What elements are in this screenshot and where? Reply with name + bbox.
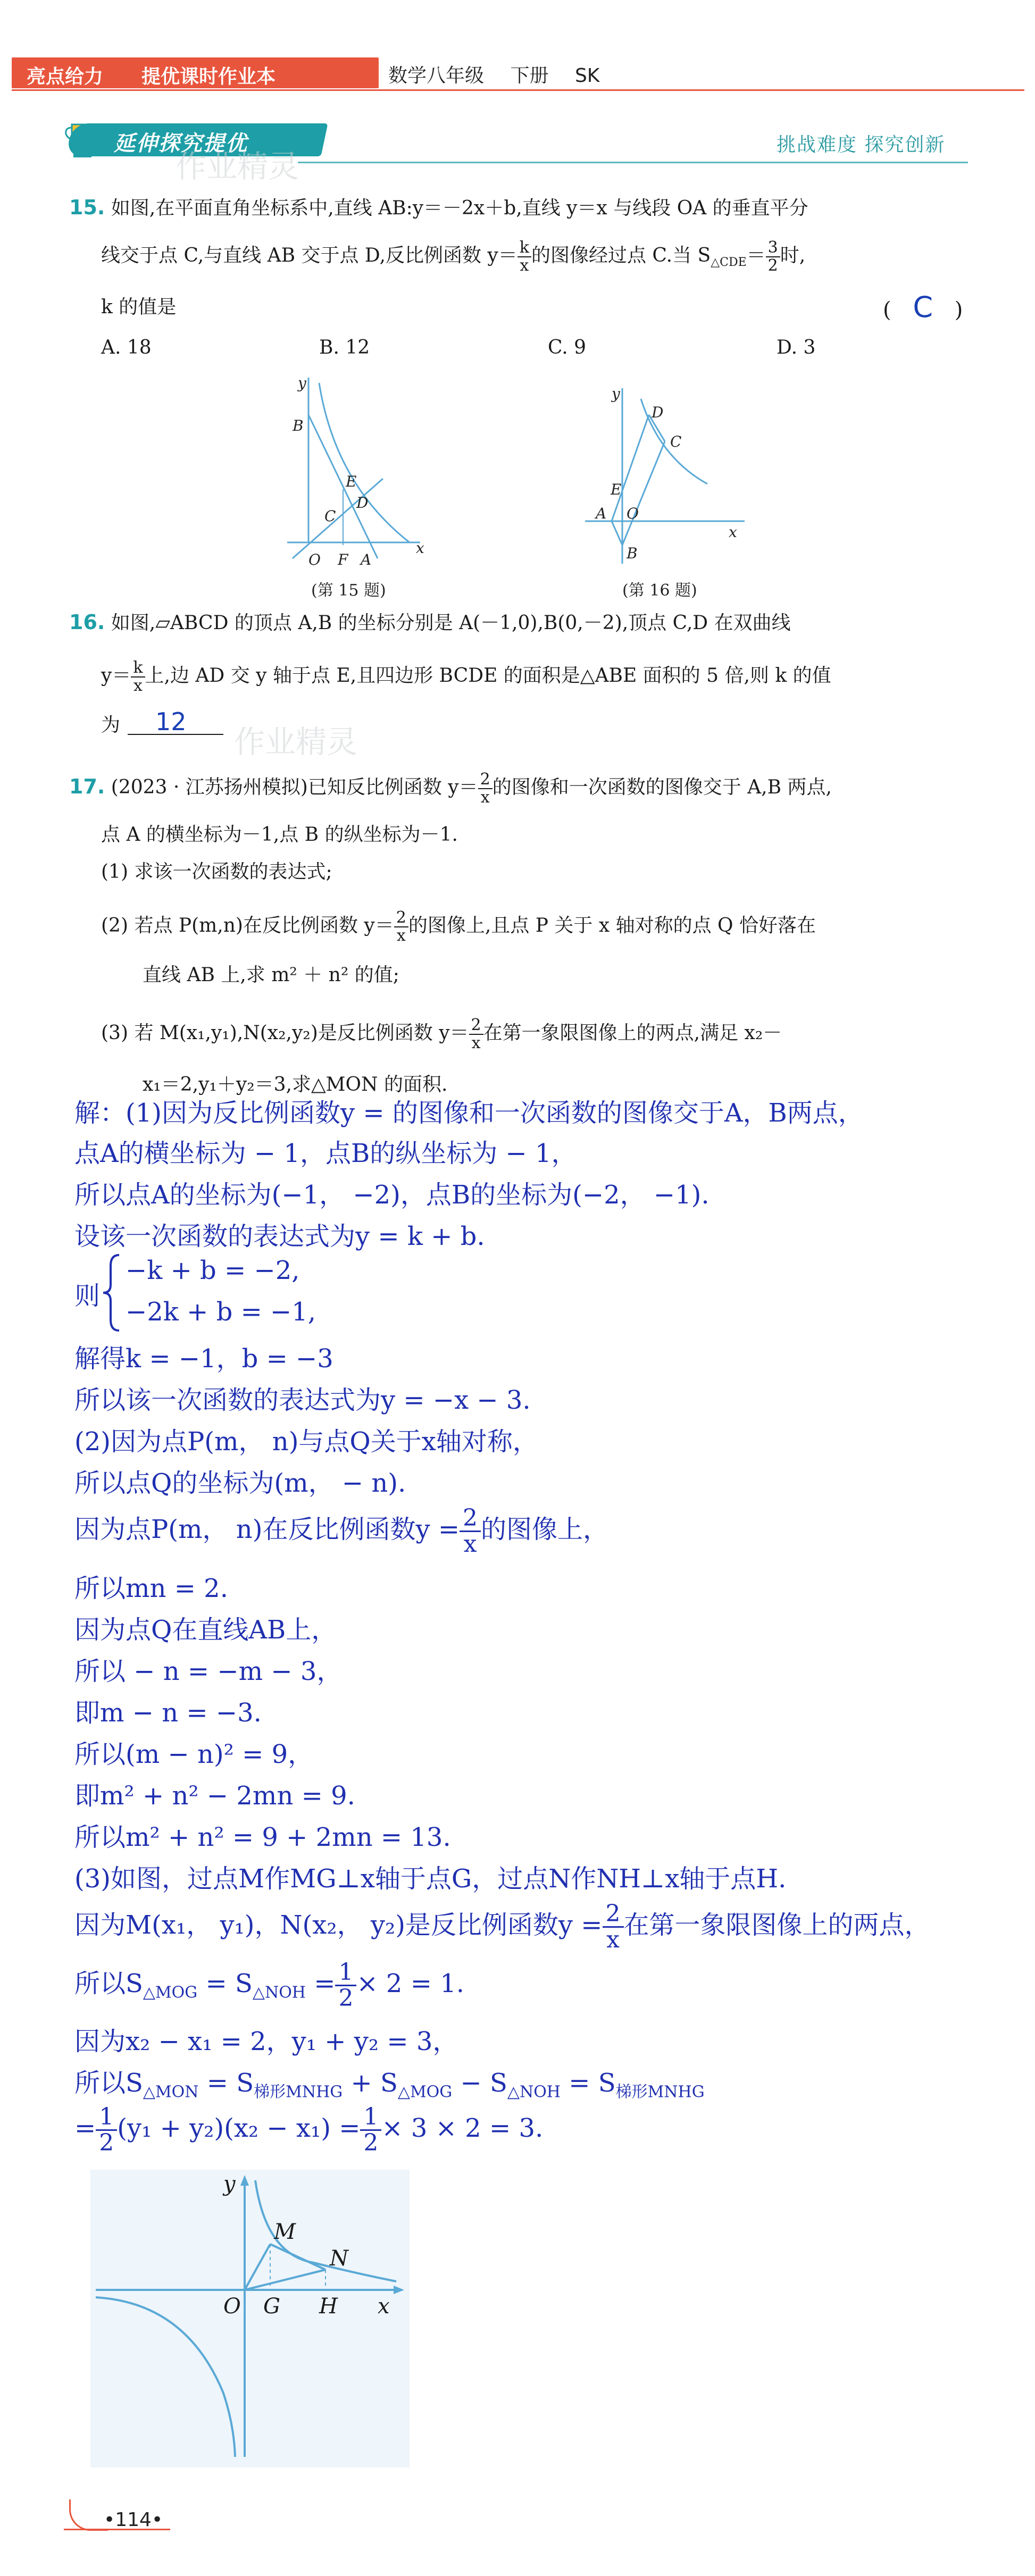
solution-line-12: 因为点Q在直线AB上， (74, 1615, 337, 1645)
fig15-label-d: D (356, 494, 369, 512)
q15-line3: k 的值是 (101, 296, 177, 318)
figure-16 (580, 378, 750, 574)
fig16-label-d: D (652, 404, 664, 421)
header-series: 提优课时作业本 (141, 66, 276, 88)
q16-line1: 16. 如图,▱ABCD 的顶点 A,B 的坐标分别是 A(－1,0),B(0,－2),顶点 C,D 在双曲线 (69, 610, 791, 634)
solution-line-7: 所以该一次函数的表达式为y = −x − 3. (74, 1385, 531, 1415)
fig15-label-o: O (308, 551, 321, 568)
q15-option-c: C. 9 (548, 337, 587, 358)
q15-option-b: B. 12 (319, 337, 370, 358)
brace-icon (101, 1253, 122, 1333)
fig16-label-o: O (627, 505, 639, 522)
header-subject-info (388, 61, 620, 88)
q17-line2: 点 A 的横坐标为－1,点 B 的纵坐标为－1. (101, 824, 458, 846)
section-title: 延伸探究提优 (114, 131, 248, 156)
solution-line-15: 所以(m − n)² = 9， (74, 1739, 314, 1769)
q15-line1: 15. 如图,在平面直角坐标系中,直线 AB:y＝－2x＋b,直线 y＝x 与线段 OA 的垂直平分 (69, 196, 808, 219)
q17-part2-line2: 直线 AB 上,求 m² ＋ n² 的值; (143, 964, 399, 986)
q17-part2-line1: (2) 若点 P(m,n)在反比例函数 y＝ $\frac{2}{x}$ 的图像上,且点 P 关于 x 轴对称的点 Q 恰好落在 (101, 908, 816, 945)
fig17-label-h: H (319, 2294, 338, 2319)
solution-line-3: 所以点A的坐标为(−1， −2)，点B的坐标为(−2， −1). (74, 1180, 710, 1210)
solution-line-8: (2)因为点P(m， n)与点Q关于x轴对称， (74, 1427, 538, 1457)
fig15-caption: (第 15 题) (311, 581, 386, 600)
watermark: 作业精灵 (234, 724, 358, 760)
q16-line3: 为 (101, 714, 121, 736)
fraction-k-over-x: $\frac{k}{x}$ (518, 239, 531, 274)
solution-line-20: 所以$S_{\triangle MOG} = S_{\triangle NOH}$ = $\frac{1}{2}$ × 2 = 1. (74, 1959, 464, 2012)
fraction-1-over-2: $\frac{1}{2}$ (335, 1960, 356, 2011)
q16-answer: 12 (155, 707, 187, 736)
q15-answer-box: ( C ) (883, 290, 963, 324)
q17-part3-line2: x₁＝2,y₁＋y₂＝3,求△MON 的面积. (143, 1074, 448, 1095)
solution-line-22: 所以$S_{\triangle MON} = S_{梯形MNHG} + S_{\triangle MOG} - S_{\triangle NOH} = S_{梯形MNHG}$ (74, 2068, 705, 2102)
header-edition: SK (574, 65, 600, 87)
figure-15 (277, 367, 436, 580)
fraction-2-over-x: $\frac{2}{x}$ (394, 909, 408, 944)
fig17-label-g: G (263, 2294, 280, 2319)
solution-line-17: 所以m² + n² = 9 + 2mn = 13. (74, 1822, 451, 1852)
q15-option-a: A. 18 (101, 337, 152, 358)
solution-line-23: = $\frac{1}{2}$ (y₁ + y₂)(x₂ − x₁) = $\frac{1}{2}$ × 3 × 2 = 3. (74, 2103, 544, 2156)
fraction-2-over-x: $\frac{2}{x}$ (478, 771, 493, 806)
solution-line-11: 所以mn = 2. (74, 1574, 228, 1603)
fraction-1-over-2: $\frac{1}{2}$ (96, 2105, 117, 2155)
fig16-label-a: A (596, 505, 607, 522)
solution-line-14: 即m − n = −3. (74, 1698, 262, 1728)
fig15-label-f: F (338, 551, 348, 568)
fig16-label-x: x (729, 523, 737, 541)
solution-line-1: 解：(1)因为反比例函数y = 的图像和一次函数的图像交于A，B两点， (74, 1098, 864, 1128)
fraction-k-over-x: $\frac{k}{x}$ (131, 659, 145, 695)
watermark: 作业精灵 (176, 148, 299, 185)
fig16-label-e: E (611, 481, 622, 498)
solution-line-5-prefix: 则 (74, 1281, 101, 1311)
q17-part3-line1: (3) 若 M(x₁,y₁),N(x₂,y₂)是反比例函数 y＝ $\frac{2}{x}$ 在第一象限图像上的两点,满足 x₂－ (101, 1016, 782, 1052)
solution-line-18: (3)如图，过点M作MG⊥x轴于点G，过点N作NH⊥x轴于点H. (74, 1864, 787, 1894)
solution-line-4: 设该一次函数的表达式为y = k + b. (74, 1222, 485, 1251)
section-underline (298, 162, 968, 163)
solution-line-6: 解得k = −1，b = −3 (74, 1344, 333, 1374)
fig17-label-o: O (223, 2294, 241, 2319)
fig15-label-y: y (298, 374, 306, 392)
solution-system-eq1: −k + b = −2, (126, 1256, 300, 1285)
solution-system-eq2: −2k + b = −1, (126, 1297, 316, 1327)
fig15-label-e: E (346, 473, 357, 490)
q17-number: 17. (69, 775, 105, 798)
fraction-3-over-2: $\frac{3}{2}$ (766, 239, 780, 274)
fraction-1-over-2: $\frac{1}{2}$ (360, 2105, 381, 2155)
footer-ornament (69, 2499, 108, 2531)
fig15-label-b: B (293, 417, 304, 434)
fraction-2-over-x: $\frac{2}{x}$ (603, 1902, 624, 1952)
section-tagline: 挑战难度 探究创新 (777, 134, 946, 156)
header-subject: 数学八年级 (388, 65, 485, 87)
fig17-label-y: y (223, 2172, 236, 2196)
fig16-caption: (第 16 题) (622, 581, 697, 600)
page-number: •114• (104, 2509, 163, 2531)
fig16-label-b: B (627, 545, 638, 562)
header-brand: 亮点给力 (27, 66, 104, 88)
header-brand-bar (12, 57, 379, 88)
q17-part1: (1) 求该一次函数的表达式; (101, 861, 332, 883)
fraction-2-over-x: $\frac{2}{x}$ (460, 1506, 481, 1557)
q15-option-d: D. 3 (777, 337, 816, 358)
fig17-label-n: N (330, 2246, 348, 2271)
fig15-label-x: x (416, 539, 424, 557)
fig16-label-y: y (612, 385, 620, 403)
fig17-label-x: x (378, 2294, 390, 2319)
q17-line1: 17. (2023 · 江苏扬州模拟)已知反比例函数 y＝ $\frac{2}{x}$ 的图像和一次函数的图像交于 A,B 两点, (69, 770, 832, 807)
fig15-label-c: C (324, 507, 336, 525)
header-divider (12, 89, 1024, 91)
q15-answer: C (913, 290, 933, 324)
solution-line-9: 所以点Q的坐标为(m， − n). (74, 1468, 406, 1498)
solution-line-10: 因为点P(m， n)在反比例函数y = $\frac{2}{x}$ 的图像上， (74, 1504, 609, 1558)
solution-line-16: 即m² + n² − 2mn = 9. (74, 1781, 355, 1811)
solution-line-21: 因为x₂ − x₁ = 2，y₁ + y₂ = 3， (74, 2027, 458, 2056)
fig16-label-c: C (670, 433, 682, 450)
header-volume: 下册 (510, 65, 549, 87)
solution-line-19: 因为M(x₁， y₁)，N(x₂， y₂)是反比例函数y = $\frac{2}{x}$ 在第一象限图像上的两点， (74, 1900, 930, 1953)
fraction-2-over-x: $\frac{2}{x}$ (469, 1017, 483, 1052)
q16-line2: y＝ $\frac{k}{x}$ 上,边 AD 交 y 轴于点 E,且四边形 BCDE 的面积是△ABE 面积的 5 倍,则 k 的值 (101, 658, 831, 695)
solution-line-2: 点A的横坐标为 − 1，点B的纵坐标为 − 1， (74, 1139, 577, 1168)
figure-17 (90, 2170, 410, 2468)
solution-line-13: 所以 − n = −m − 3， (74, 1657, 343, 1686)
fig15-label-a: A (361, 551, 372, 568)
q15-number: 15. (69, 196, 105, 219)
q16-number: 16. (69, 610, 105, 634)
q15-line2: 线交于点 C,与直线 AB 交于点 D,反比例函数 y＝ $\frac{k}{x}$ 的图像经过点 C.当 $S_{\triangle CDE}=$ $\frac{3}{2}$ 时, (101, 238, 806, 275)
fig17-label-m: M (274, 2220, 296, 2244)
